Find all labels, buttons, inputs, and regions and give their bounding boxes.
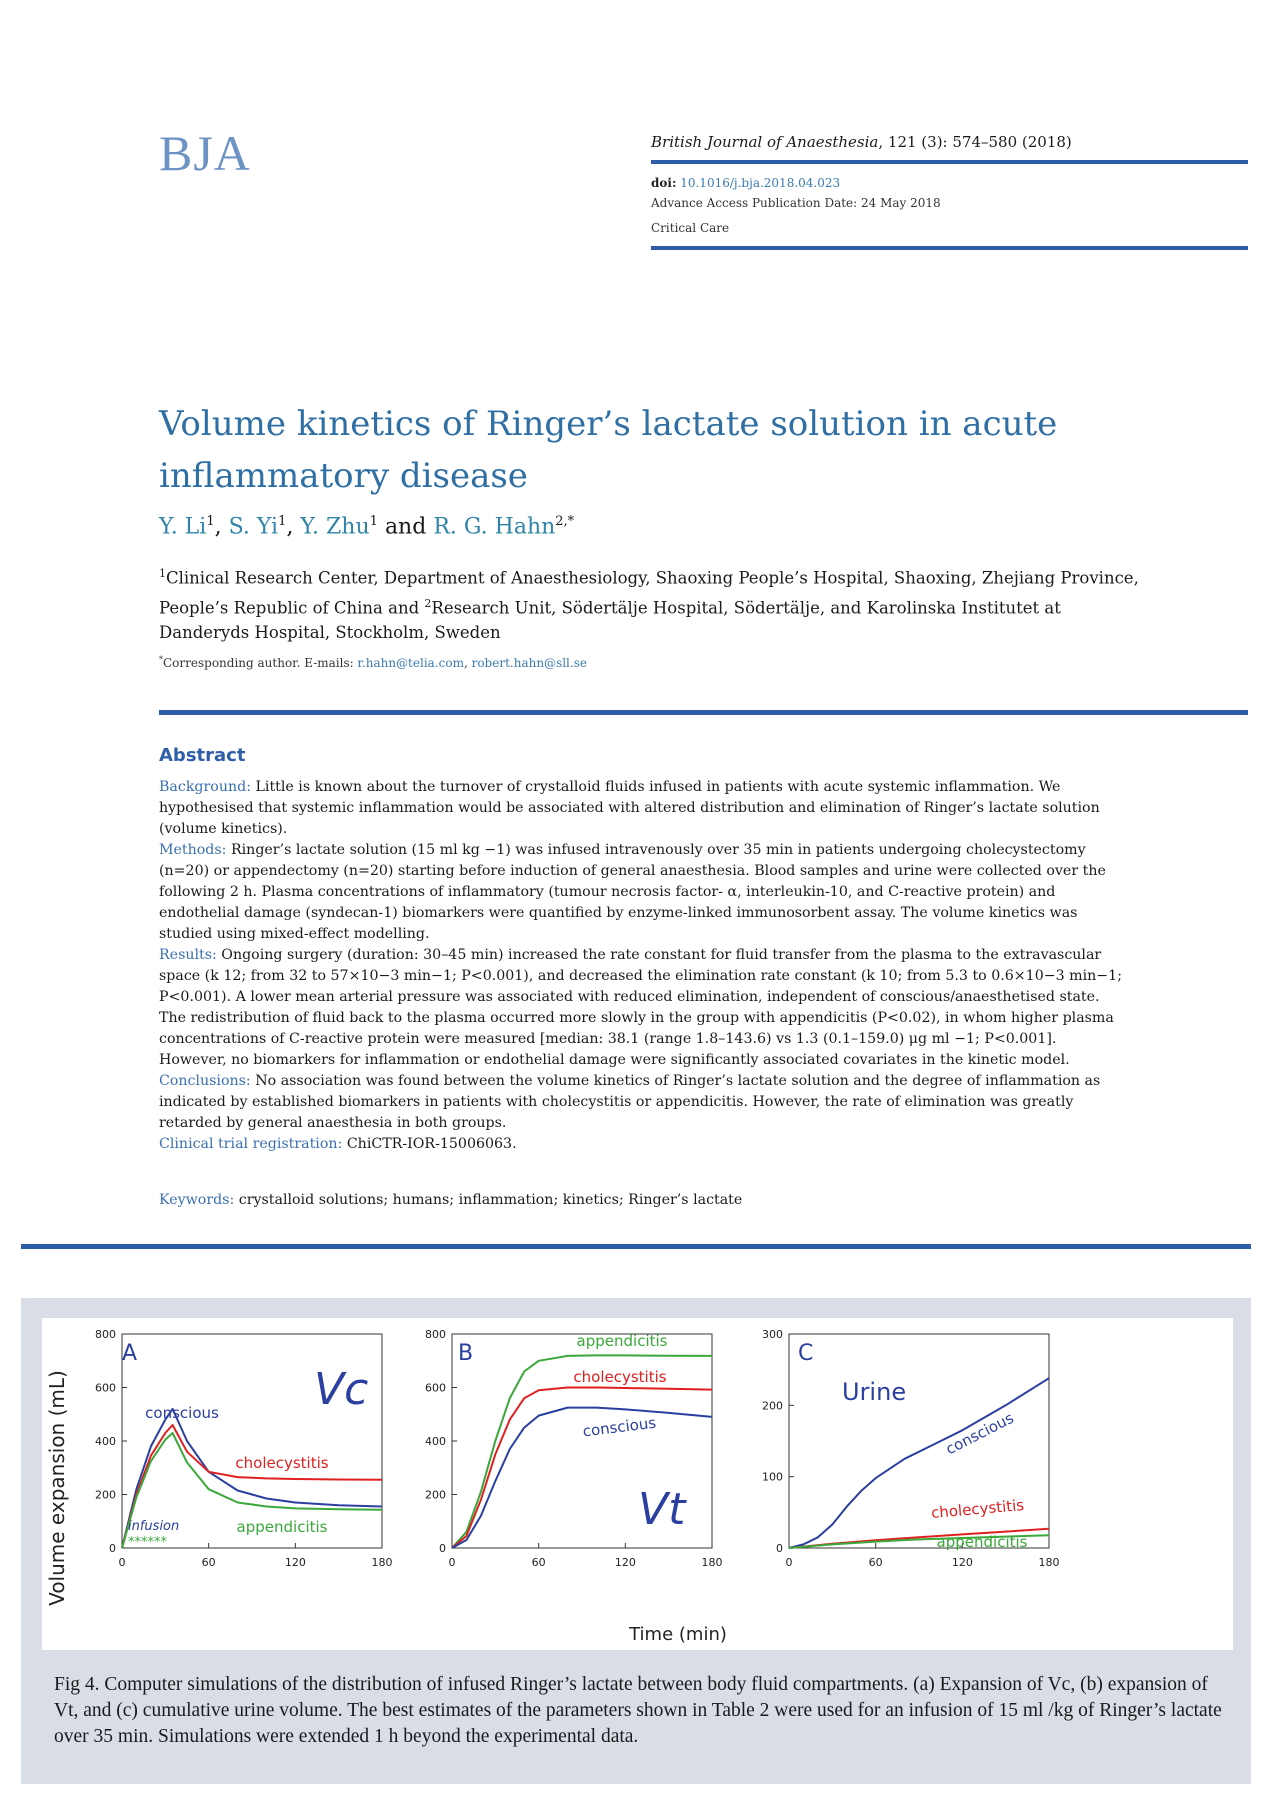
journal-name: British Journal of Anaesthesia — [651, 133, 879, 151]
y-tick-label: 100 — [762, 1470, 783, 1484]
results-label: Results: — [159, 947, 217, 963]
abstract-methods — [159, 840, 1125, 945]
x-tick-label: 60 — [201, 1556, 216, 1569]
email-link[interactable]: r.hahn@telia.com — [357, 656, 464, 670]
methods-text: Ringer’s lactate solution (15 ml kg −1) was infused intravenously over 35 min in patients undergoing cholecystectomy (n=20) or appendectomy (n=20) starting before induction of general anaesthesia. Blood samples and urine were collected over the following 2 h. Plasma concentrations of inflammatory (tumour necrosis factor- α, interleukin-10, and C-reactive protein) and endothelial damage (syndecan-1) biomarkers were quantified by enzyme-linked immunosorbent assay. The volume kinetics was studied using mixed-effect modelling. — [159, 842, 1106, 942]
x-tick-label: 120 — [951, 1556, 973, 1569]
email-link[interactable]: robert.hahn@sll.se — [471, 656, 587, 670]
y-axis-label: Volume expansion (mL) — [45, 1370, 69, 1606]
x-tick-label: 180 — [701, 1556, 723, 1569]
author-name[interactable]: S. Yi — [228, 514, 279, 540]
y-tick-label: 800 — [95, 1328, 116, 1341]
series-label-cholecystitis: cholecystitis — [930, 1495, 1025, 1523]
figure-chart — [42, 1318, 1233, 1650]
figure-panel — [42, 1318, 1233, 1650]
author-name[interactable]: Y. Zhu — [300, 514, 370, 540]
publication-date: Advance Access Publication Date: 24 May 2018 — [651, 196, 941, 210]
affiliations — [159, 561, 1149, 645]
article-section: Critical Care — [651, 221, 730, 235]
x-tick-label: 0 — [785, 1556, 793, 1569]
author-name[interactable]: R. G. Hahn — [433, 514, 556, 540]
background-text: Little is known about the turnover of crystalloid fluids infused in patients with acute systemic inflammation. We hypothesised that systemic inflammation would be associated with altered distribution and elimination of Ringer’s lactate solution (volume kinetics). — [159, 779, 1100, 837]
x-tick-label: 180 — [1038, 1556, 1060, 1569]
doi-label: doi: — [651, 176, 677, 190]
figure-caption: Fig 4. Computer simulations of the distribution of infused Ringer’s lactate between body fluid compartments. (a) Expansion of Vc, (b) expansion of Vt, and (c) cumulative urine volume. The best estimates of the parameters shown in Table 2 were used for an infusion of 15 ml /kg of Ringer’s lactate over 35 min. Simulations were extended 1 h beyond the experimental data. — [54, 1674, 1222, 1747]
panel-title: Vc — [314, 1364, 369, 1415]
y-tick-label: 200 — [95, 1488, 116, 1502]
affil-1-sup: 1 — [159, 567, 166, 580]
title-rule — [159, 710, 1248, 715]
author-affil-sup: 1 — [278, 514, 287, 529]
header-rule-bottom — [651, 246, 1248, 250]
infusion-annotation: infusion — [128, 1519, 180, 1534]
abstract-background — [159, 777, 1125, 840]
series-label-cholecystitis: cholecystitis — [573, 1368, 667, 1386]
series-label-appendicitis: appendicitis — [936, 1533, 1028, 1551]
x-axis-label: Time (min) — [629, 1624, 727, 1645]
series-label-conscious: conscious — [145, 1404, 219, 1422]
series-label-appendicitis: appendicitis — [576, 1332, 668, 1350]
corresponding-prefix: Corresponding author. E-mails: — [163, 656, 358, 670]
author-affil-sup: 1 — [369, 514, 378, 529]
y-tick-label: 400 — [95, 1435, 116, 1448]
methods-label: Methods: — [159, 842, 227, 858]
y-tick-label: 300 — [762, 1328, 783, 1341]
doi-line — [651, 176, 840, 190]
article-title: Volume kinetics of Ringer’s lactate solution in acute inflammatory disease — [159, 404, 1058, 496]
journal-reference: , 121 (3): 574–580 (2018) — [878, 133, 1072, 151]
author-list: Y. Li$^1$, S. Yi$^1$, Y. Zhu$^1$ and R. G. Hahn$^{2,*}$ — [159, 514, 575, 540]
affiliation-2: Research Unit, Södertälje Hospital, Södertälje, and Karolinska Institutet at Danderyds Hospital, Stockholm, Sweden — [159, 598, 1061, 642]
results-text: Ongoing surgery (duration: 30–45 min) increased the rate constant for fluid transfer from the plasma to the extravascular space (k 12; from 32 to 57×10−3 min−1; P<0.001), and decreased the elimination rate constant (k 10; from 5.3 to 0.6×10−3 min−1; P<0.001). A lower mean arterial pressure was associated with reduced elimination, independent of conscious/anaesthetised state. The redistribution of fluid back to the plasma occurred more slowly in the group with appendicitis (P<0.02), in whom higher plasma concentrations of C-reactive protein were measured [median: 38.1 (range 1.8–143.6) vs 1.3 (0.1–159.0) μg ml −1; P<0.001]. However, no biomarkers for inflammation or endothelial damage were significantly associated covariates in the kinetic model. — [159, 947, 1122, 1068]
y-tick-label: 200 — [762, 1399, 783, 1413]
journal-logo: BJA — [159, 125, 251, 181]
abstract-conclusions — [159, 1071, 1125, 1134]
panel-title: Urine — [842, 1378, 907, 1406]
abstract-results — [159, 945, 1125, 1071]
affil-2-sup: 2 — [424, 596, 432, 610]
conclusions-text: No association was found between the volume kinetics of Ringer’s lactate solution and the degree of inflammation as indicated by established biomarkers in patients with cholecystitis or appendicitis. However, the rate of elimination was greatly retarded by general anaesthesia in both groups. — [159, 1073, 1101, 1131]
affiliation-1: Clinical Research Center, Department of Anaesthesiology, Shaoxing People’s Hospital, Shaoxing, Zhejiang Province, People’s Republic of China and — [159, 568, 1139, 617]
corresponding-author: *Corresponding author. E-mails: r.hahn@telia.com, robert.hahn@sll.se — [159, 655, 587, 670]
trial-label: Clinical trial registration: — [159, 1136, 343, 1152]
asterisk: * — [159, 655, 163, 664]
abstract-rule — [21, 1244, 1251, 1249]
doi-link[interactable]: 10.1016/j.bja.2018.04.023 — [680, 176, 841, 190]
panel-letter: C — [798, 1341, 814, 1366]
abstract-body — [159, 777, 1125, 1155]
author-affil-sup: 1 — [206, 514, 215, 529]
abstract-heading: Abstract — [159, 745, 246, 766]
x-tick-label: 0 — [118, 1556, 126, 1569]
series-label-conscious: conscious — [942, 1408, 1017, 1459]
plot-frame — [789, 1334, 1049, 1548]
y-tick-label: 800 — [425, 1328, 446, 1341]
author-affil-sup: 2,* — [555, 514, 575, 529]
x-tick-label: 180 — [371, 1556, 393, 1569]
series-label-conscious: conscious — [581, 1413, 658, 1441]
x-tick-label: 0 — [448, 1556, 456, 1569]
x-tick-label: 60 — [868, 1556, 883, 1569]
authors-and: and — [384, 514, 427, 540]
panel-letter: B — [458, 1341, 474, 1366]
journal-citation — [651, 133, 1072, 151]
trial-text: ChiCTR-IOR-15006063. — [342, 1136, 517, 1152]
series-label-appendicitis: appendicitis — [236, 1518, 328, 1536]
y-tick-label: 0 — [109, 1542, 116, 1555]
keywords-text: crystalloid solutions; humans; inflammation; kinetics; Ringer’s lactate — [234, 1192, 743, 1208]
x-tick-label: 60 — [531, 1556, 546, 1569]
panel-letter: A — [122, 1341, 138, 1366]
y-tick-label: 200 — [425, 1488, 446, 1502]
infusion-marker: ****** — [128, 1535, 167, 1550]
conclusions-label: Conclusions: — [159, 1073, 251, 1089]
author-name[interactable]: Y. Li — [159, 514, 207, 540]
background-label: Background: — [159, 779, 251, 795]
keywords — [159, 1192, 742, 1208]
header-rule-top — [651, 160, 1248, 164]
y-tick-label: 400 — [425, 1435, 446, 1448]
panel-title: Vt — [638, 1484, 686, 1535]
y-tick-label: 0 — [776, 1542, 783, 1555]
y-tick-label: 600 — [95, 1381, 116, 1395]
x-tick-label: 120 — [614, 1556, 636, 1569]
x-tick-label: 120 — [284, 1556, 306, 1569]
abstract-trial — [159, 1134, 1125, 1155]
y-tick-label: 0 — [439, 1542, 446, 1555]
y-tick-label: 600 — [425, 1381, 446, 1395]
series-line-conscious — [789, 1378, 1049, 1548]
keywords-label: Keywords: — [159, 1192, 235, 1208]
series-label-cholecystitis: cholecystitis — [235, 1454, 329, 1472]
